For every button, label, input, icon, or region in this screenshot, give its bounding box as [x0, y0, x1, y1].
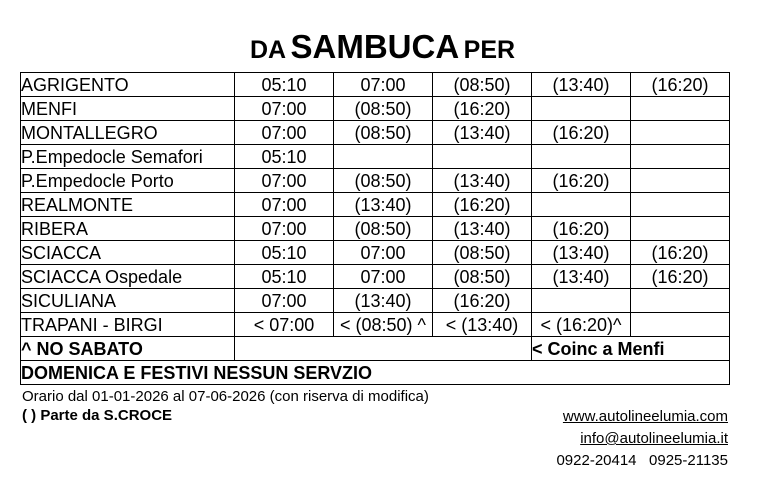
- email-link[interactable]: info@autolineelumia.it: [580, 430, 728, 447]
- departure-time-cell: 05:10: [235, 241, 334, 265]
- departure-time-cell: [532, 289, 631, 313]
- departure-time-cell: < (13:40): [433, 313, 532, 337]
- departure-time-cell: [631, 169, 730, 193]
- footer-notes: [22, 387, 429, 425]
- departure-time-cell: 07:00: [334, 73, 433, 97]
- departure-time-cell: 07:00: [235, 289, 334, 313]
- departure-time-cell: (08:50): [334, 169, 433, 193]
- destination-cell: REALMONTE: [21, 193, 235, 217]
- departure-time-cell: (13:40): [433, 169, 532, 193]
- departure-time-cell: (08:50): [334, 97, 433, 121]
- timetable-row: [21, 217, 730, 241]
- departure-time-cell: < (08:50) ^: [334, 313, 433, 337]
- timetable-row: [21, 313, 730, 337]
- departure-time-cell: (08:50): [433, 265, 532, 289]
- departure-time-cell: (13:40): [532, 241, 631, 265]
- timetable-body: [21, 73, 730, 385]
- timetable-row: [21, 241, 730, 265]
- departure-time-cell: [631, 217, 730, 241]
- departure-time-cell: 05:10: [235, 145, 334, 169]
- departure-time-cell: 07:00: [235, 193, 334, 217]
- departure-time-cell: 07:00: [235, 121, 334, 145]
- departure-time-cell: [532, 193, 631, 217]
- departure-time-cell: [631, 145, 730, 169]
- departure-time-cell: 07:00: [235, 217, 334, 241]
- departure-time-cell: [631, 289, 730, 313]
- departure-time-cell: (08:50): [334, 217, 433, 241]
- departure-time-cell: [631, 97, 730, 121]
- departure-time-cell: 05:10: [235, 73, 334, 97]
- departure-time-cell: (16:20): [631, 241, 730, 265]
- departure-time-cell: [631, 313, 730, 337]
- croce-note: ( ) Parte da S.CROCE: [22, 407, 173, 424]
- coinc-menfi-note: < Coinc a Menfi: [532, 337, 730, 361]
- page-title: [0, 30, 765, 63]
- departure-time-cell: (16:20): [631, 73, 730, 97]
- notes-row: [21, 337, 730, 361]
- validity-text: Orario dal 01-01-2026 al 07-06-2026 (con riserva di modifica): [22, 388, 429, 405]
- departure-time-cell: (16:20): [532, 121, 631, 145]
- departure-time-cell: [532, 97, 631, 121]
- departure-time-cell: (16:20): [532, 217, 631, 241]
- phone-numbers: 0922-20414 0925-21135: [556, 452, 728, 469]
- destination-cell: P.Empedocle Porto: [21, 169, 235, 193]
- departure-time-cell: [631, 193, 730, 217]
- timetable-row: [21, 121, 730, 145]
- festivi-row: [21, 361, 730, 385]
- timetable-row: [21, 265, 730, 289]
- contact-block: [556, 406, 728, 472]
- destination-cell: SCIACCA: [21, 241, 235, 265]
- departure-time-cell: (13:40): [334, 289, 433, 313]
- departure-time-cell: (08:50): [433, 73, 532, 97]
- title-place: SAMBUCA: [290, 28, 460, 65]
- departure-time-cell: (13:40): [532, 265, 631, 289]
- departure-time-cell: (13:40): [334, 193, 433, 217]
- departure-time-cell: (16:20): [433, 193, 532, 217]
- destination-cell: P.Empedocle Semafori: [21, 145, 235, 169]
- destination-cell: SCIACCA Ospedale: [21, 265, 235, 289]
- timetable: [20, 72, 730, 385]
- departure-time-cell: < (16:20)^: [532, 313, 631, 337]
- departure-time-cell: [631, 121, 730, 145]
- timetable-row: [21, 73, 730, 97]
- departure-time-cell: 07:00: [334, 241, 433, 265]
- title-prefix: DA: [249, 36, 287, 64]
- departure-time-cell: (13:40): [433, 217, 532, 241]
- departure-time-cell: [334, 145, 433, 169]
- departure-time-cell: 07:00: [334, 265, 433, 289]
- website-link[interactable]: www.autolineelumia.com: [562, 408, 728, 425]
- timetable-row: [21, 289, 730, 313]
- departure-time-cell: (13:40): [532, 73, 631, 97]
- empty-note-cell: [235, 337, 532, 361]
- destination-cell: MENFI: [21, 97, 235, 121]
- departure-time-cell: [433, 145, 532, 169]
- departure-time-cell: 07:00: [235, 169, 334, 193]
- departure-time-cell: (16:20): [433, 97, 532, 121]
- departure-time-cell: [532, 145, 631, 169]
- departure-time-cell: (16:20): [532, 169, 631, 193]
- destination-cell: MONTALLEGRO: [21, 121, 235, 145]
- destination-cell: SICULIANA: [21, 289, 235, 313]
- departure-time-cell: (16:20): [433, 289, 532, 313]
- timetable-row: [21, 145, 730, 169]
- departure-time-cell: 07:00: [235, 97, 334, 121]
- destination-cell: RIBERA: [21, 217, 235, 241]
- departure-time-cell: (08:50): [334, 121, 433, 145]
- festivi-note: DOMENICA E FESTIVI NESSUN SERVZIO: [21, 361, 730, 385]
- timetable-row: [21, 169, 730, 193]
- timetable-row: [21, 193, 730, 217]
- timetable-row: [21, 97, 730, 121]
- departure-time-cell: 05:10: [235, 265, 334, 289]
- destination-cell: AGRIGENTO: [21, 73, 235, 97]
- destination-cell: TRAPANI - BIRGI: [21, 313, 235, 337]
- departure-time-cell: (13:40): [433, 121, 532, 145]
- departure-time-cell: < 07:00: [235, 313, 334, 337]
- title-suffix: PER: [463, 36, 516, 64]
- departure-time-cell: (16:20): [631, 265, 730, 289]
- departure-time-cell: (08:50): [433, 241, 532, 265]
- no-sabato-note: ^ NO SABATO: [21, 337, 235, 361]
